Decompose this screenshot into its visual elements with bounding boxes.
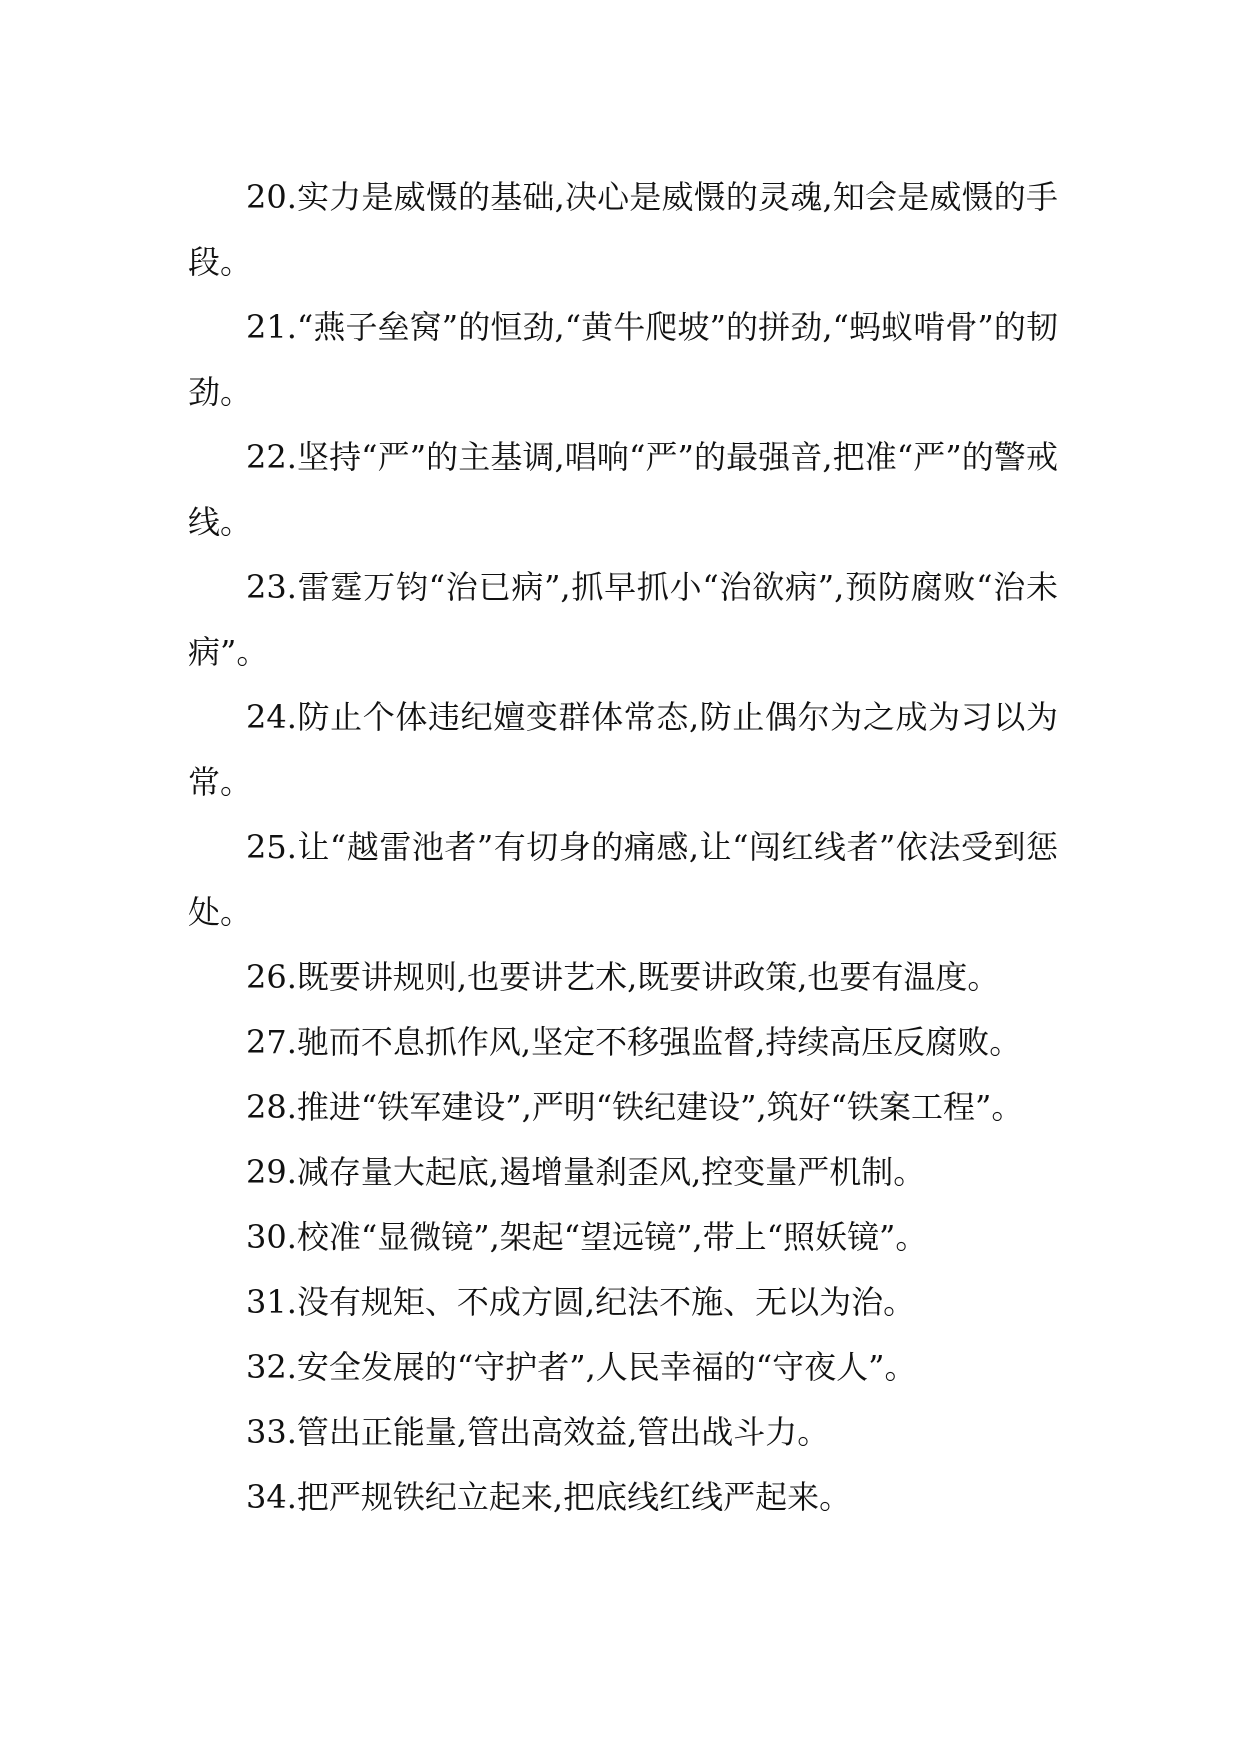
paragraph-23: 23.雷霆万钧“治已病”,抓早抓小“治欲病”,预防腐败“治未病”。 (188, 568, 1058, 671)
paragraph-27: 27.驰而不息抓作风,坚定不移强监督,持续高压反腐败。 (246, 1023, 1022, 1061)
paragraph-22: 22.坚持“严”的主基调,唱响“严”的最强音,把准“严”的警戒线。 (188, 438, 1058, 541)
paragraph-20: 20.实力是威慑的基础,决心是威慑的灵魂,知会是威慑的手段。 (188, 178, 1058, 281)
paragraph-28: 28.推进“铁军建设”,严明“铁纪建设”,筑好“铁案工程”。 (246, 1088, 1024, 1126)
paragraph-30: 30.校准“显微镜”,架起“望远镜”,带上“照妖镜”。 (246, 1218, 928, 1256)
paragraph-32: 32.安全发展的“守护者”,人民幸福的“守夜人”。 (246, 1348, 917, 1386)
paragraph-34: 34.把严规铁纪立起来,把底线红线严起来。 (246, 1478, 852, 1516)
paragraph-24: 24.防止个体违纪嬗变群体常态,防止偶尔为之成为习以为常。 (188, 698, 1058, 801)
paragraph-33: 33.管出正能量,管出高效益,管出战斗力。 (246, 1413, 830, 1451)
paragraph-26: 26.既要讲规则,也要讲艺术,既要讲政策,也要有温度。 (246, 958, 1000, 996)
paragraph-31: 31.没有规矩、不成方圆,纪法不施、无以为治。 (246, 1283, 916, 1321)
paragraph-25: 25.让“越雷池者”有切身的痛感,让“闯红线者”依法受到惩处。 (188, 828, 1058, 931)
document-page (188, 165, 1058, 1530)
paragraph-21: 21.“燕子垒窝”的恒劲,“黄牛爬坡”的拼劲,“蚂蚁啃骨”的韧劲。 (188, 308, 1058, 411)
paragraph-29: 29.减存量大起底,遏增量刹歪风,控变量严机制。 (246, 1153, 926, 1191)
